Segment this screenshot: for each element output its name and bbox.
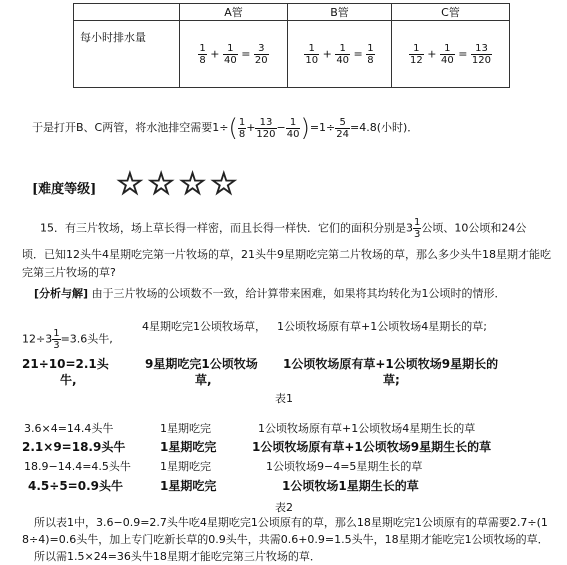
table-row: 3.6×4=14.4头牛 1星期吃完 1公顷牧场原有草+1公顷牧场4星期生长的草 — [24, 422, 476, 435]
fraction: $\frac{1}{40}$ — [223, 42, 237, 66]
problem-line-3: 完第三片牧场的草? — [22, 266, 116, 279]
conclusion-line-1: 所以表1中，3.6−0.9=2.7头牛吃4星期吃完1公顷原有的草，那么18星期吃完1公顷原有的草需要2.7÷(1 — [34, 516, 548, 529]
fraction: $\frac{1}{10}$ — [305, 42, 319, 66]
difficulty-label: [难度等级] — [32, 182, 97, 197]
fraction: $\frac{1}{12}$ — [410, 42, 423, 66]
t1-r2-c3b: 草; — [383, 373, 400, 387]
star-icon: ☆ — [209, 166, 238, 202]
t1-r2-c2b: 草, — [195, 373, 212, 387]
t1-r2-c3a: 1公顷牧场原有草+1公顷牧场9星期长的 — [283, 357, 499, 371]
difficulty-row — [32, 178, 96, 197]
cell-a: $\frac{1}{8}$ + $\frac{1}{40}$ = $\frac{3}{20}$ — [180, 21, 288, 88]
fraction: $\frac{13}{120}$ — [471, 42, 491, 66]
fraction: $\frac{1}{40}$ — [336, 42, 350, 66]
table-header-b: B管 — [288, 4, 392, 21]
table-header-a: A管 — [180, 4, 288, 21]
star-icon: ☆ — [147, 166, 176, 202]
difficulty-stars — [116, 166, 238, 202]
t1-r2-c2a: 9星期吃完1公顷牧场 — [145, 357, 258, 371]
table-header-empty — [74, 4, 180, 21]
table-row: 18.9−14.4=4.5头牛 1星期吃完 1公顷牧场9−4=5星期生长的草 — [24, 460, 423, 473]
table2-caption: 表2 — [275, 501, 293, 514]
table-row: 4.5÷5=0.9头牛 1星期吃完 1公顷牧场1星期生长的草 — [28, 479, 419, 493]
t1-r1-c2: 4星期吃完1公顷牧场草， — [142, 320, 266, 333]
row-label: 每小时排水量 — [74, 21, 180, 88]
drain-time-line: 于是打开B、C两管，将水池排空需要1÷( $\frac{1}{8}$ + $\frac{13}{120}$ − $\frac{1}{40}$ )=1÷ $\frac{5}{24}$ =4.8(小时)． — [32, 114, 419, 142]
t1-r2-c1a: 21÷10=2.1头 — [22, 357, 109, 371]
problem-line-1: 15．有三片牧场，场上草长得一样密，而且长得一样快．它们的面积分别是3 $\frac{1}{3}$ 公顷、10公顷和24公 — [40, 217, 527, 240]
conclusion-line-2: 8÷4)=0.6头牛，加上专门吃新长草的0.9头牛，共需0.6+0.9=1.5头牛，18星期才能吃完1公顷牧场的草． — [22, 533, 549, 546]
t1-r2-c1b: 牛, — [60, 373, 77, 387]
fraction: $\frac{1}{8}$ — [199, 42, 206, 66]
cell-c: $\frac{1}{12}$ + $\frac{1}{40}$ = $\frac{13}{120}$ — [392, 21, 510, 88]
table2 — [22, 420, 532, 495]
conclusion-line-3: 所以需1.5×24=36头牛18星期才能吃完第三片牧场的草． — [34, 550, 321, 563]
problem-line-2: 顷．已知12头牛4星期吃完第一片牧场的草，21头牛9星期吃完第二片牧场的草，那么多少头牛18星期才能吃 — [22, 248, 551, 261]
star-icon: ☆ — [116, 166, 144, 202]
table-row: 2.1×9=18.9头牛 1星期吃完 1公顷牧场原有草+1公顷牧场9星期生长的草 — [22, 440, 492, 454]
analysis-line: [分析与解] 由于三片牧场的公顷数不一致，给计算带来困难，如果将其均转化为1公顷时的情形． — [34, 287, 506, 300]
fraction: $\frac{1}{40}$ — [440, 42, 454, 66]
cell-b: $\frac{1}{10}$ + $\frac{1}{40}$ = $\frac{1}{8}$ — [288, 21, 392, 88]
analysis-label: [分析与解] — [34, 287, 89, 300]
table-header-c: C管 — [392, 4, 510, 21]
t1-r1-c3: 1公顷牧场原有草+1公顷牧场4星期长的草; — [277, 320, 487, 333]
t1-r1-c1: 12÷3 $\frac{1}{3}$ =3.6头牛, — [22, 328, 113, 351]
fraction: $\frac{1}{8}$ — [367, 42, 374, 66]
star-icon: ☆ — [178, 166, 207, 202]
drain-rate-table — [73, 3, 510, 88]
table1-caption: 表1 — [275, 392, 293, 405]
fraction: $\frac{3}{20}$ — [254, 42, 268, 66]
